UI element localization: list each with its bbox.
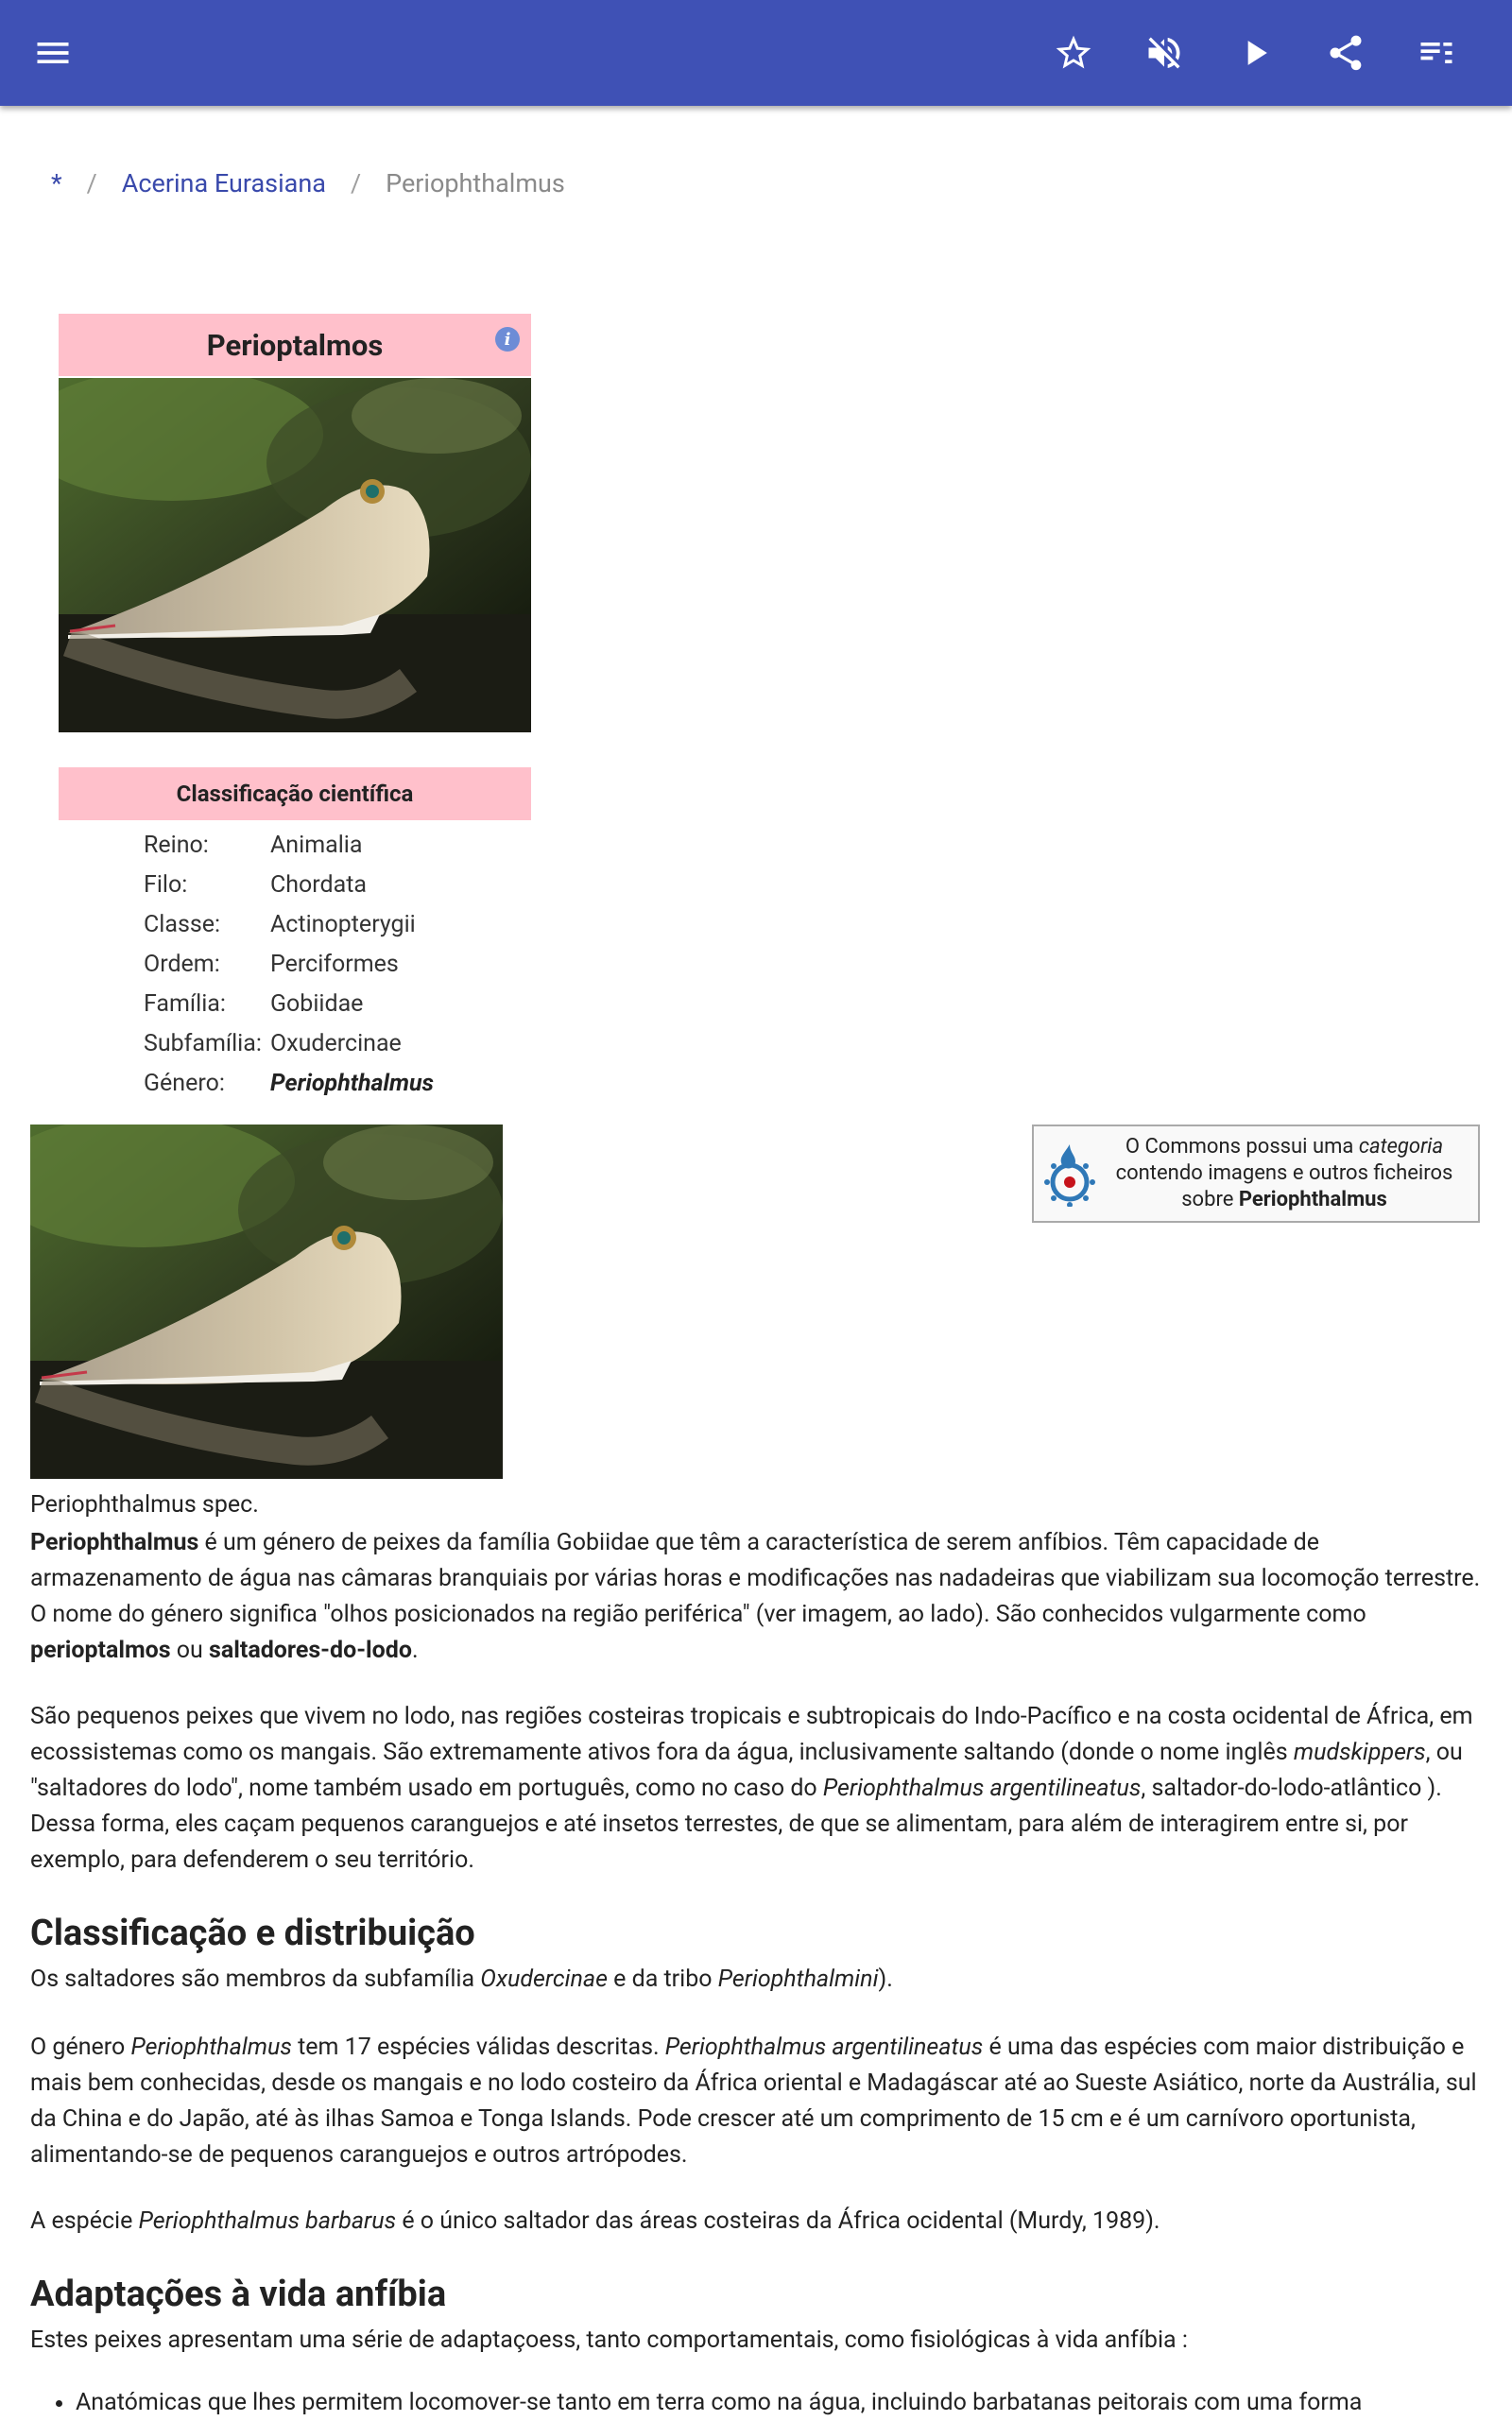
taxonomy-key: Família: [144,990,226,1018]
taxonomy-row [144,905,434,945]
infobox-fish-photo[interactable] [59,378,531,732]
paragraph-intro [30,1525,1486,1669]
paragraph-species [30,2030,1486,2173]
paragraph-text: é um género de peixes da família Gobiidae que têm a característica de serem anfíbios. Têm capacidade de armazenamento de água nas câmaras branquiais por várias horas e modificações nas nadadeiras que viabilizam sua locomoção terrestre. O nome do género significa "olhos posicionados na região periférica" (ver imagem, ao lado). São conhecidos vulgarmente como [30,1529,1481,1628]
info-icon[interactable]: i [495,327,520,352]
breadcrumb-parent[interactable]: Acerina Eurasiana [121,168,326,198]
paragraph-text: São pequenos peixes que vivem no lodo, nas regiões costeiras tropicais e subtropicais do Indo-Pacífico e na costa ocidental de África, em ecossistemas como os mangais. São extremamente ativos fora da água, inclusivamente saltando (donde o nome inglês [30,1703,1473,1766]
playlist-icon[interactable] [1408,25,1465,81]
taxonomy-value[interactable]: Oxudercinae [270,1030,402,1057]
infobox-title: Perioptalmos [206,327,384,363]
app-toolbar [0,0,1512,106]
taxonomy-key: Reino: [144,832,209,859]
paragraph-text: , ou "saltadores do lodo", nome também usado em português, como no caso do [30,1739,1463,1802]
classification-header: Classificação científica [59,767,531,820]
paragraph-text: Os saltadores são membros da subfamília [30,1966,481,1993]
paragraph-adaptations [30,2323,1486,2359]
term-saltadores: saltadores-do-lodo [209,1637,412,1664]
infobox-title-bar [59,314,531,376]
taxonomy-key: Ordem: [144,951,220,978]
breadcrumb-home[interactable]: * [51,168,62,198]
share-icon[interactable] [1317,25,1374,81]
term-species-argentilineatus: Periophthalmus argentilineatus [664,2034,984,2061]
paragraph-text: O género [30,2034,131,2061]
figure-caption: Periophthalmus spec. [30,1491,259,1519]
term-species-argentilineatus: Periophthalmus argentilineatus [822,1775,1142,1802]
paragraph-text: e da tribo [607,1966,718,1993]
taxonomy-value[interactable]: Gobiidae [270,990,364,1018]
breadcrumb [51,168,565,198]
play-icon[interactable] [1227,25,1283,81]
term-species-barbarus: Periophthalmus barbarus [138,2207,397,2235]
commons-text-part: O Commons possui uma [1125,1135,1359,1159]
commons-subject-link[interactable]: Periophthalmus [1238,1188,1387,1211]
infobox [59,314,531,376]
paragraph-text: ou [170,1637,210,1664]
taxonomy-row [144,1064,434,1104]
section-heading-classificacao: Classificação e distribuição [30,1913,475,1954]
taxonomy-key: Filo: [144,871,188,899]
commons-text [1098,1134,1478,1213]
paragraph-text: tem 17 espécies válidas descritas. [291,2034,665,2061]
paragraph-text: é uma das espécies com maior distribuição e mais bem conhecidas, desde os mangais e no lodo costeiro da África oriental e Madagáscar até ao Sueste Asiático, norte da Austrália, sul da China e do Japão, até às ilhas Samoa e Tonga Islands. Pode crescer até um comprimento de 15 cm e é um carnívoro oportunista, alimentando-se de pequenos caranguejos e outros artrópodes. [30,2034,1477,2169]
breadcrumb-separator: / [86,168,97,198]
paragraph-subfamily [30,1962,1486,1998]
paragraph-text: . [411,1637,419,1664]
adaptations-list [30,2385,1512,2421]
article-fish-photo[interactable] [30,1125,503,1479]
breadcrumb-separator: / [350,168,362,198]
paragraph-text: , saltador-do-lodo-atlântico ). Dessa forma, eles caçam pequenos caranguejos e até insetos terrestes, de que se alimentam, para além de interagirem entre si, por exemplo, para defenderem o seu território. [30,1775,1442,1874]
term-mudskippers: mudskippers [1293,1739,1426,1766]
term-periophthalmus: Periophthalmus [30,1529,199,1556]
commons-box [1032,1125,1480,1223]
section-heading-adaptacoes: Adaptações à vida anfíbia [30,2274,447,2315]
taxonomy-row [144,985,434,1024]
star-outline-icon[interactable] [1045,25,1102,81]
paragraph-text: A espécie [30,2207,139,2235]
term-perioptalmos: perioptalmos [30,1637,171,1664]
volume-off-icon[interactable] [1136,25,1193,81]
taxonomy-row [144,826,434,866]
breadcrumb-current: Periophthalmus [386,168,565,198]
taxonomy-value: Periophthalmus [270,1070,434,1097]
paragraph-text: ). [878,1966,893,1993]
paragraph-text: é o único saltador das áreas costeiras da África ocidental (Murdy, 1989). [396,2207,1160,2235]
taxonomy-row [144,945,434,985]
taxonomy-value[interactable]: Chordata [270,871,368,899]
commons-category-link[interactable]: categoria [1358,1135,1444,1159]
taxonomy-row [144,1024,434,1064]
taxonomy-key: Subfamília: [144,1030,262,1057]
commons-logo-icon [1041,1141,1098,1207]
taxonomy-key: Classe: [144,911,221,938]
taxonomy-value[interactable]: Actinopterygii [270,911,416,938]
paragraph-barbarus [30,2204,1486,2240]
taxonomy-key: Género: [144,1070,225,1097]
term-periophthalmini: Periophthalmini [717,1966,879,1993]
taxonomy-table [144,826,434,1104]
commons-text-part: contendo imagens e outros ficheiros sobre [1115,1161,1453,1211]
term-oxudercinae: Oxudercinae [480,1966,608,1993]
hamburger-menu-icon[interactable] [25,25,81,81]
taxonomy-value[interactable]: Animalia [270,832,363,859]
taxonomy-value[interactable]: Perciformes [270,951,399,978]
paragraph-habitat [30,1699,1486,1879]
list-item: • Anatómicas que lhes permitem locomover-se tanto em terra como na água, incluindo barbatanas peitorais com uma forma [76,2385,1512,2421]
paragraph-text: Estes peixes apresentam uma série de adaptaçoess, tanto comportamentais, como fisiológicas à vida anfíbia : [30,2327,1188,2354]
term-genus: Periophthalmus [130,2034,292,2061]
taxonomy-row [144,866,434,905]
